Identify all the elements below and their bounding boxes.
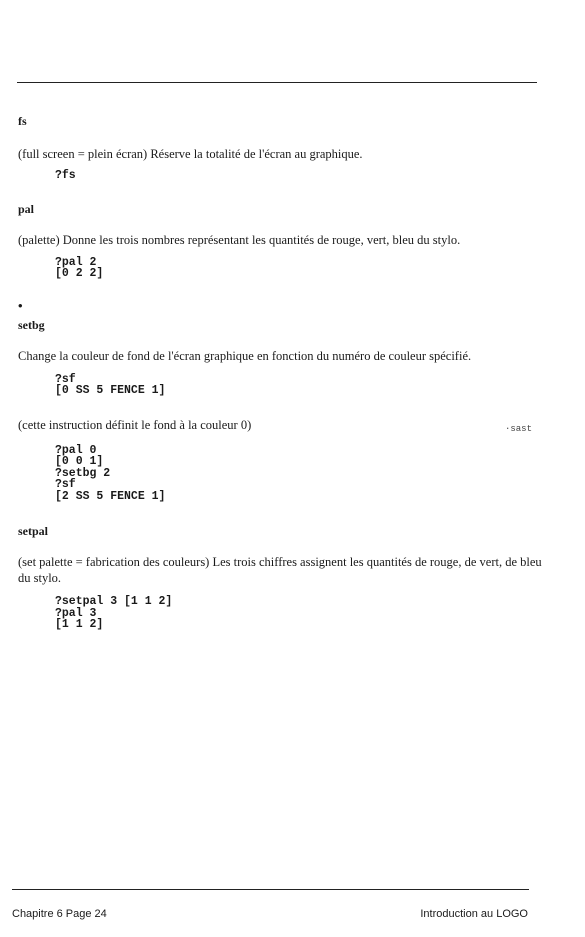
code-line: ?setpal 3 [1 1 2]: [55, 595, 173, 608]
top-rule: [17, 82, 537, 83]
command-heading-pal: pal: [18, 201, 35, 216]
code-line: [1 1 2]: [55, 618, 104, 631]
description-setbg: Change la couleur de fond de l'écran graphique en fonction du numéro de couleur spécifié.: [18, 348, 472, 363]
code-line: [0 0 1]: [55, 455, 104, 468]
code-line: [0 SS 5 FENCE 1]: [55, 384, 166, 397]
code-line: ?pal 0: [55, 443, 97, 457]
code-line: ?sf: [55, 478, 76, 491]
code-line: [2 SS 5 FENCE 1]: [55, 489, 166, 503]
page-content: [18, 114, 550, 631]
margin-mark: ·sast: [504, 424, 532, 434]
bottom-rule: [12, 889, 529, 890]
code-line: ?pal 2: [55, 255, 97, 269]
code-line: ?pal 3: [55, 606, 97, 620]
footer-book-title: Introduction au LOGO: [420, 908, 528, 920]
command-heading-setbg: setbg: [18, 317, 45, 332]
section-pal: [18, 202, 550, 280]
footer-chapter-page: Chapitre 6 Page 24: [12, 908, 107, 920]
note-setbg: (cette instruction définit le fond à la couleur 0): [18, 417, 252, 432]
code-line: [0 2 2]: [55, 267, 104, 280]
code-line: ?sf: [55, 372, 76, 386]
command-heading-setpal: setpal: [18, 524, 48, 538]
description-setpal: (set palette = fabrication des couleurs) Les trois chiffres assignent les quantités de rouge, de vert, de bleu du stylo.: [18, 555, 542, 585]
command-heading-fs: fs: [18, 114, 27, 128]
code-line: ?setbg 2: [55, 466, 111, 480]
description-fs: (full screen = plein écran) Réserve la totalité de l'écran au graphique.: [18, 147, 363, 161]
section-setbg: [18, 297, 550, 503]
description-pal: (palette) Donne les trois nombres représentant les quantités de rouge, vert, bleu du stylo.: [18, 232, 461, 247]
section-fs: [18, 114, 550, 182]
code-line: ?fs: [55, 169, 76, 182]
bullet-marker: •: [18, 297, 23, 313]
section-setpal: [18, 524, 550, 631]
